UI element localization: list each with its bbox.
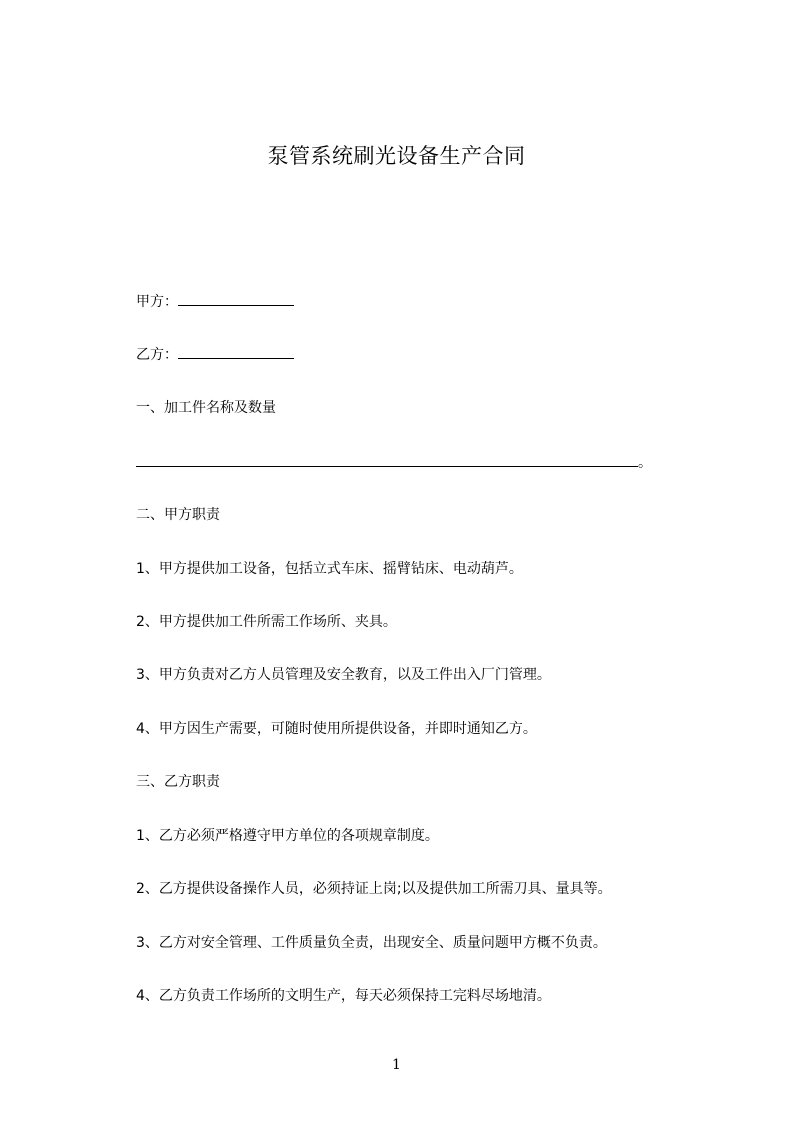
party-a-blank (178, 291, 294, 306)
section2-heading: 二、甲方职责 (136, 507, 220, 523)
contract-title: 泵管系统刷光设备生产合同 (267, 144, 526, 168)
section3-item-1: 1、乙方必须严格遵守甲方单位的各项规章制度。 (136, 828, 439, 844)
party-b-line (136, 344, 294, 365)
section3-heading: 三、乙方职责 (136, 774, 220, 790)
section2-item-2: 2、甲方提供加工件所需工作场所、夹具。 (136, 614, 397, 630)
section1-heading: 一、加工件名称及数量 (136, 400, 276, 416)
section2-item-3: 3、甲方负责对乙方人员管理及安全教育，以及工件出入厂门管理。 (136, 667, 551, 683)
section3-item-4: 4、乙方负责工作场所的文明生产，每天必须保持工完料尽场地清。 (136, 988, 551, 1004)
section3-item-3: 3、乙方对安全管理、工件质量负全责，出现安全、质量问题甲方概不负责。 (136, 935, 607, 951)
section2-item-1: 1、甲方提供加工设备，包括立式车床、摇臂钻床、电动葫芦。 (136, 561, 523, 577)
party-b-blank (178, 344, 294, 359)
blank-suffix: 。 (638, 455, 652, 471)
item-quantity-blank (136, 452, 638, 467)
section1-blank-line (136, 452, 652, 473)
party-a-label: 甲方： (136, 294, 178, 310)
party-a-line (136, 291, 294, 312)
party-b-label: 乙方： (136, 347, 178, 363)
section3-item-2: 2、乙方提供设备操作人员，必须持证上岗;以及提供加工所需刀具、量具等。 (136, 881, 612, 897)
section2-item-4: 4、甲方因生产需要，可随时使用所提供设备，并即时通知乙方。 (136, 721, 537, 737)
page-number: 1 (392, 1057, 401, 1073)
